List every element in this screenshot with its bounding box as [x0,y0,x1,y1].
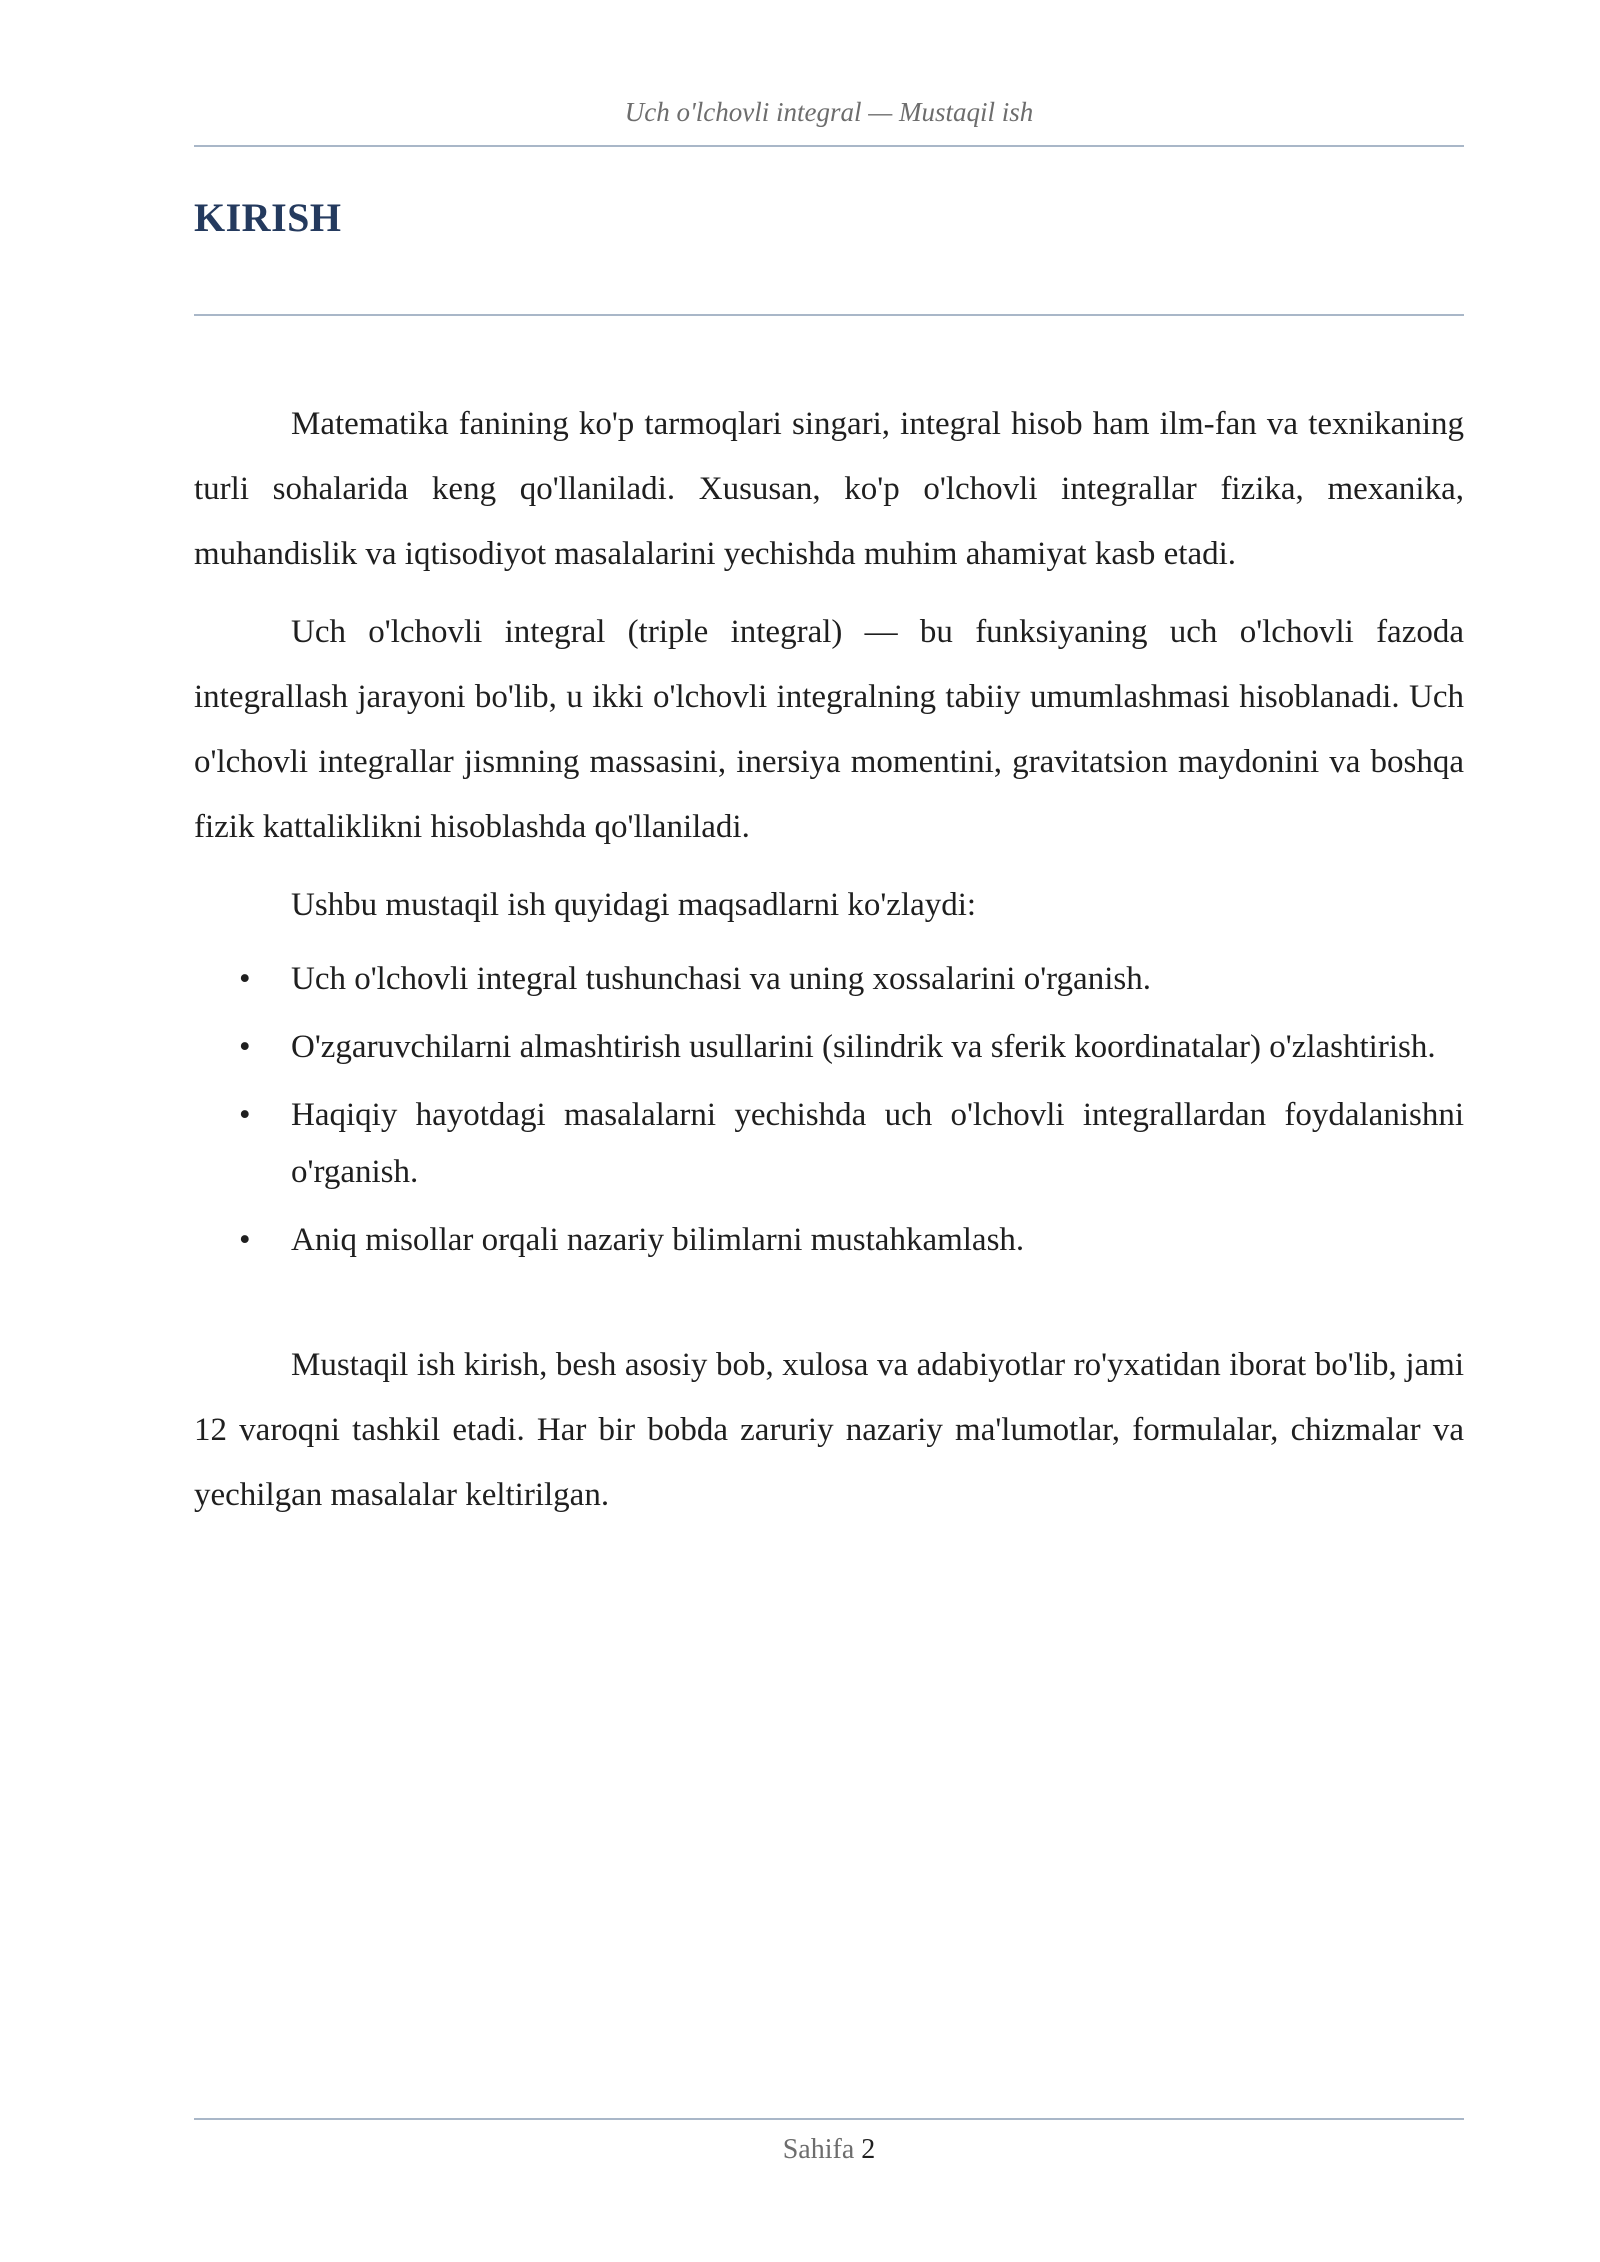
bullet-icon: • [239,1222,251,1258]
list-item [194,951,1464,1008]
bullet-icon: • [239,961,251,997]
title-divider [194,314,1464,316]
bullet-icon: • [239,1029,251,1065]
list-item-text: Uch o'lchovli integral tushunchasi va uning xossalarini o'rganish. [291,961,1151,997]
list-item-text: Haqiqiy hayotdagi masalalarni yechishda uch o'lchovli integrallardan foydalanishni o'rganish. [291,1097,1464,1190]
list-item [194,1087,1464,1201]
page-label: Sahifa [782,2134,855,2165]
footer-divider [194,2118,1464,2120]
list-item-text: O'zgaruvchilarni almashtirish usullarini (silindrik va sferik koordinatalar) o'zlashtirish. [291,1029,1436,1065]
header-divider [194,145,1464,147]
goals-lead-paragraph: Ushbu mustaqil ish quyidagi maqsadlarni ko'zlaydi: [291,887,977,923]
list-item [194,1212,1464,1269]
running-header: Uch o'lchovli integral — Mustaqil ish [624,97,1034,127]
list-item-text: Aniq misollar orqali nazariy bilimlarni mustahkamlash. [291,1222,1025,1258]
page-footer [194,2130,1464,2170]
bullet-icon: • [239,1097,251,1133]
list-item [194,1019,1464,1076]
closing-paragraph: Mustaqil ish kirish, besh asosiy bob, xulosa va adabiyotlar ro'yxatidan iborat bo'lib, jami 12 varoqni tashkil etadi. Har bir bobda zaruriy nazariy ma'lumotlar, formulalar, chizmalar va yechilgan masalalar keltirilgan. [194,1347,1464,1513]
intro-paragraph-2: Uch o'lchovli integral (triple integral) — bu funksiyaning uch o'lchovli fazoda integrallash jarayoni bo'lib, u ikki o'lchovli integralning tabiiy umumlashmasi hisoblanadi. Uch o'lchovli integrallar jismning massasini, inersiya momentini, gravitatsion maydonini va boshqa fizik kattaliklikni hisoblashda qo'llaniladi. [194,614,1464,845]
page-number: 2 [861,2134,876,2165]
goals-list [194,951,1464,1269]
body-content [194,392,1464,1541]
intro-paragraph-1: Matematika fanining ko'p tarmoqlari singari, integral hisob ham ilm-fan va texnikaning turli sohalarida keng qo'llaniladi. Xususan, ko'p o'lchovli integrallar fizika, mexanika, muhandislik va iqtisodiyot masalalarini yechishda muhim ahamiyat kasb etadi. [194,406,1464,572]
section-title: KIRISH [194,195,342,240]
